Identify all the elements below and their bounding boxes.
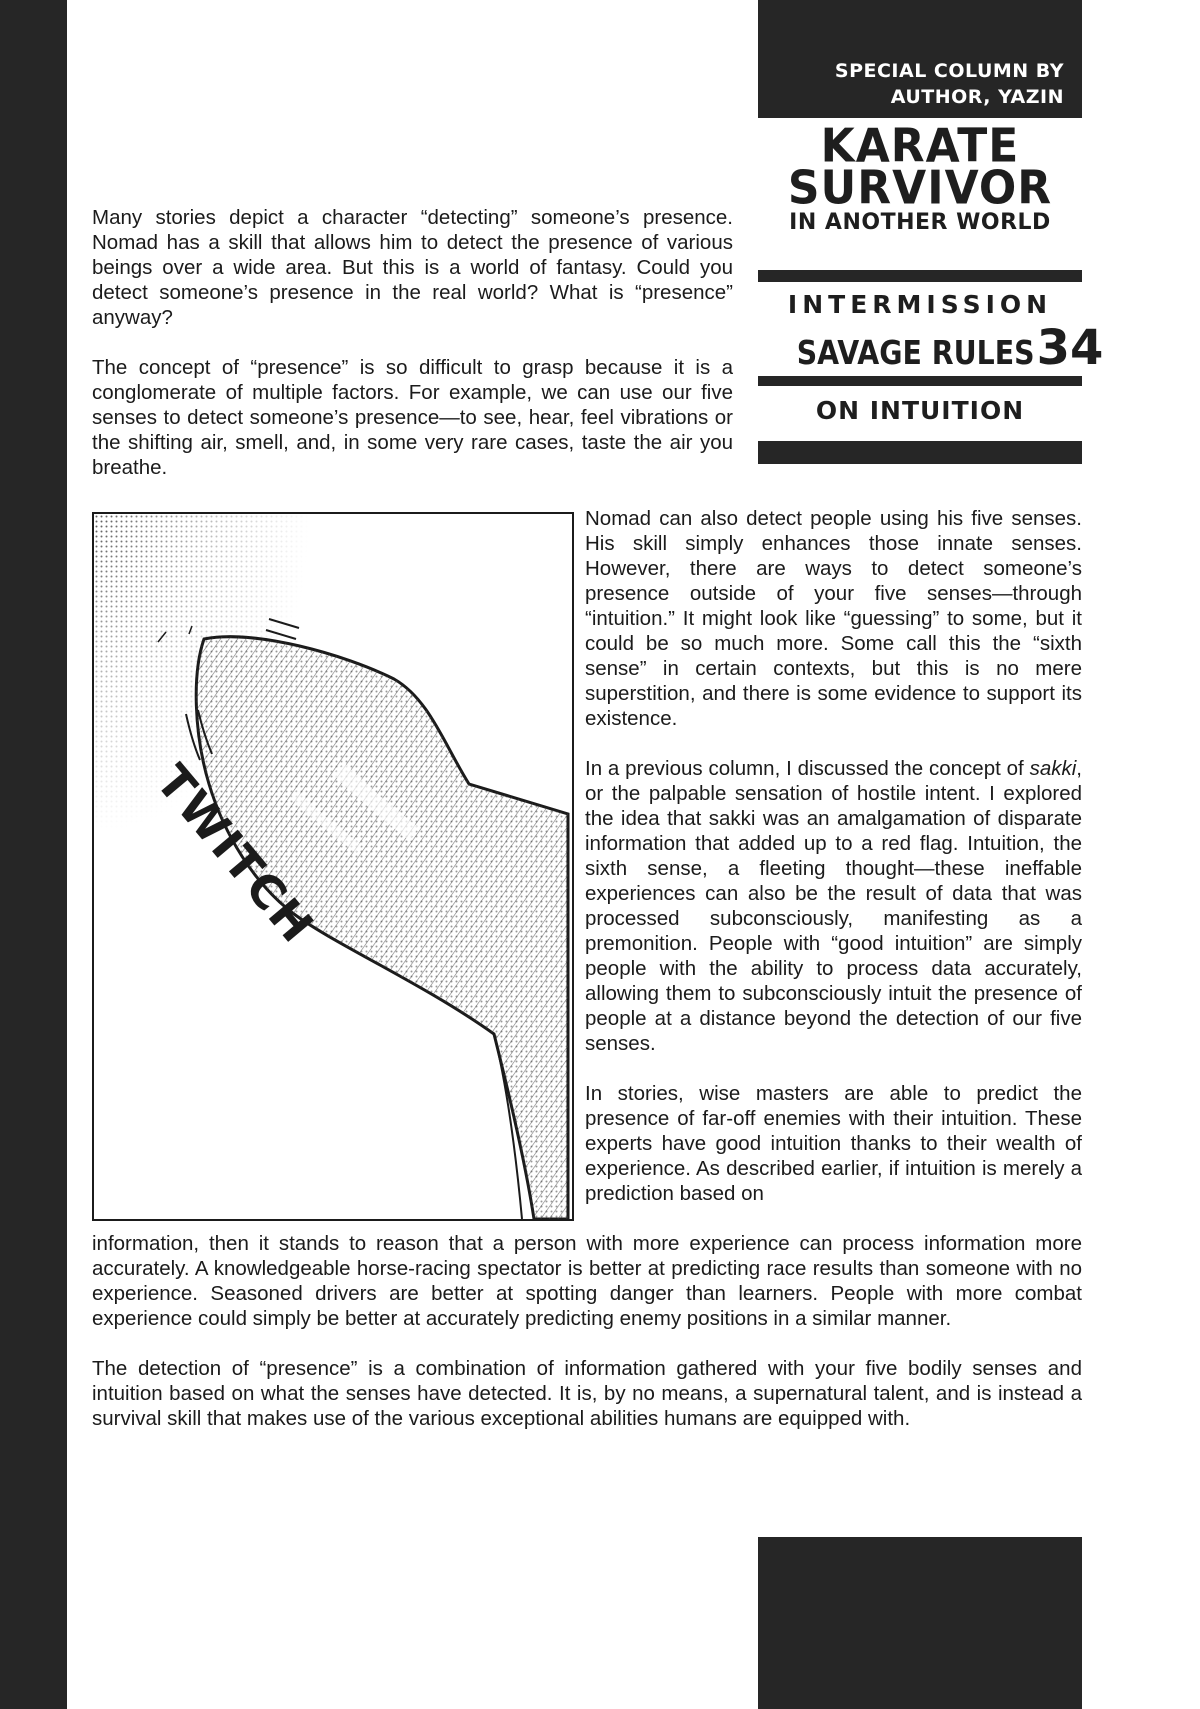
paragraph-2: The concept of “presence” is so difficult to grasp because it is a conglomerate of multiple factors. For example, we can use our five senses to detect someone’s presence—to see, hear, feel vibrations or the shifting air, smell, and, in some very rare cases, taste the air you breathe. [92,356,733,479]
paragraph-3: Nomad can also detect people using his five senses. His skill simply enhances those innate senses. However, there are ways to detect someone’s presence outside of your five senses—through “intuition.” It might look like “guessing” to some, but it could be so much more. Some call this the “sixth sense” in certain contexts, but this is no mere superstition, and there is some evidence to support its existence. [585,507,1082,730]
right-column [585,506,1082,1206]
footer-tab [758,1537,1082,1709]
paragraph-5-continued: information, then it stands to reason that a person with more experience can process information more accurately. A knowledgeable horse-racing spectator is better at predicting race results than someone with no experience. Seasoned drivers are better at spotting danger than learners. People with more combat experience could simply be better at accurately predicting enemy positions in a similar manner. [92,1232,1082,1330]
left-border-bar [0,0,67,1709]
rule-number: 34 [1036,320,1104,376]
logo-line-survivor: SURVIVOR [787,161,1053,216]
paragraph-4-italic: sakki [1029,757,1077,780]
header-tab [758,0,1082,118]
sfx-twitch: TWITCH [145,754,326,954]
logo-line-karate: KARATE [820,119,1020,174]
paragraph-4-rest: , or the palpable sensation of hostile intent. I explored the idea that sakki was an amalgamation of disparate information that added up to a red flag. Intuition, the sixth sense, a fleeting thought—these ineffable experiences can also be the result of data that was processed subconsciously, manifesting as a premonition. People with “good intuition” are simply people with the ability to process data accurately, allowing them to subconsciously intuit the presence of people at a distance beyond the detection of our five senses. [585,757,1082,1055]
paragraph-6: The detection of “presence” is a combination of information gathered with your five bodily senses and intuition based on what the senses have detected. It is, by no means, a supernatural talent, and is instead a survival skill that makes use of the various exceptional abilities humans are equipped with. [92,1357,1082,1430]
column-byline-1: SPECIAL COLUMN BY [834,60,1064,82]
paragraph-4-text: In a previous column, I discussed the concept of [585,757,1030,780]
manga-panel [92,512,574,1221]
paragraph-1: Many stories depict a character “detecting” someone’s presence. Nomad has a skill that allows him to detect the presence of various beings over a wide area. But this is a world of fantasy. Could you detect someone’s presence in the real world? What is “presence” anyway? [92,206,733,329]
column-byline-2: AUTHOR, YAZIN [890,86,1064,108]
series-logo [756,119,1084,236]
divider-bar [758,441,1082,464]
paragraph-5-start: In stories, wise masters are able to predict the presence of far-off enemies with their intuition. These experts have good intuition thanks to their wealth of experience. As described earlier, if intuition is merely a prediction based on [585,1082,1082,1205]
savage-rules-label: SAVAGE RULES [796,333,1035,372]
logo-line-another-world: IN ANOTHER WORLD [789,210,1051,235]
intermission-label: INTERMISSION [787,290,1053,319]
ear-illustration [94,514,572,1219]
bottom-column [92,1231,1082,1431]
intro-column [92,205,733,480]
savage-rules-heading [758,320,1104,376]
divider-rule [758,270,1082,282]
paragraph-4 [585,756,1082,1056]
divider-rule [758,376,1082,386]
topic-label: ON INTUITION [815,396,1025,425]
